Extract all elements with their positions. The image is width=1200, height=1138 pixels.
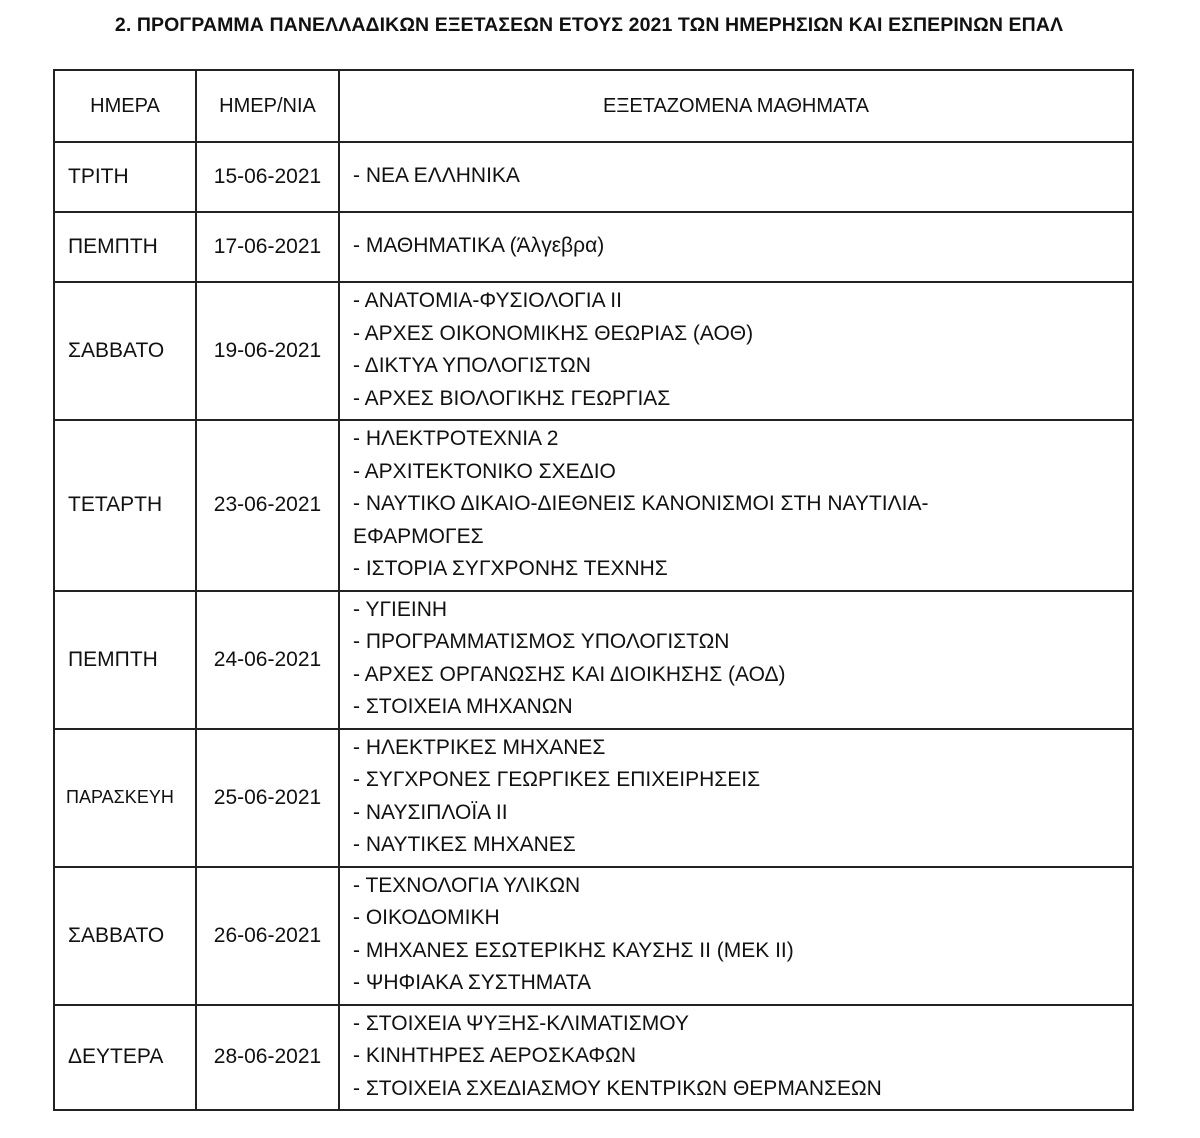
column-header-date: ΗΜΕΡ/ΝΙΑ (196, 70, 339, 142)
table-row (54, 142, 1133, 212)
subject-item: - ΝΑΥΤΙΚΕΣ ΜΗΧΑΝΕΣ (353, 833, 576, 856)
subjects-cell (339, 1005, 1133, 1111)
subject-item-continuation: ΕΦΑΡΜΟΓΕΣ (353, 524, 484, 548)
subject-item: - ΣΤΟΙΧΕΙΑ ΣΧΕΔΙΑΣΜΟΥ ΚΕΝΤΡΙΚΩΝ ΘΕΡΜΑΝΣΕΩΝ (353, 1076, 882, 1100)
date-cell: 25-06-2021 (196, 729, 339, 867)
subject-item: - ΝΑΥΤΙΚΟ ΔΙΚΑΙΟ-ΔΙΕΘΝΕΙΣ ΚΑΝΟΝΙΣΜΟΙ ΣΤΗ ΝΑΥΤΙΛΙΑ- (353, 492, 929, 515)
subject-item: - ΨΗΦΙΑΚΑ ΣΥΣΤΗΜΑΤΑ (353, 971, 592, 994)
table-row (54, 282, 1133, 420)
subject-item: - ΟΙΚΟΔΟΜΙΚΗ (353, 906, 500, 929)
subject-item: - ΜΑΘΗΜΑΤΙΚΑ (Άλγεβρα) (353, 233, 605, 257)
page-title: 2. ΠΡΟΓΡΑΜΜΑ ΠΑΝΕΛΛΑΔΙΚΩΝ ΕΞΕΤΑΣΕΩΝ ΕΤΟΥΣ 2021 ΤΩΝ ΗΜΕΡΗΣΙΩΝ ΚΑΙ ΕΣΠΕΡΙΝΩΝ ΕΠΑΛ (114, 14, 1064, 36)
day-cell: ΠΕΜΠΤΗ (54, 591, 196, 729)
subject-item: - ΣΤΟΙΧΕΙΑ ΜΗΧΑΝΩΝ (353, 695, 573, 718)
subjects-cell (339, 867, 1133, 1005)
subject-item: - ΚΙΝΗΤΗΡΕΣ ΑΕΡΟΣΚΑΦΩΝ (353, 1044, 637, 1067)
date-cell: 28-06-2021 (196, 1005, 339, 1111)
day-cell: ΤΡΙΤΗ (54, 142, 196, 212)
table-row (54, 420, 1133, 591)
subject-item: - ΗΛΕΚΤΡΟΤΕΧΝΙΑ 2 (353, 427, 559, 450)
column-header-day: ΗΜΕΡΑ (54, 70, 196, 142)
subject-item: - ΝΑΥΣΙΠΛΟΪΑ ΙΙ (353, 800, 508, 824)
table-row (54, 1005, 1133, 1111)
subjects-cell (339, 142, 1133, 212)
day-cell: ΠΑΡΑΣΚΕΥΗ (54, 729, 196, 867)
subjects-cell (339, 420, 1133, 591)
subject-item: - ΙΣΤΟΡΙΑ ΣΥΓΧΡΟΝΗΣ ΤΕΧΝΗΣ (353, 557, 668, 580)
subject-item: - ΝΕΑ ΕΛΛΗΝΙΚΑ (353, 163, 520, 187)
date-cell: 26-06-2021 (196, 867, 339, 1005)
day-cell: ΣΑΒΒΑΤΟ (54, 282, 196, 420)
subject-item: - ΑΡΧΕΣ ΒΙΟΛΟΓΙΚΗΣ ΓΕΩΡΓΙΑΣ (353, 386, 671, 410)
subject-item: - ΑΡΧΙΤΕΚΤΟΝΙΚΟ ΣΧΕΔΙΟ (353, 459, 616, 483)
exam-schedule-table (53, 69, 1134, 1111)
subjects-cell (339, 282, 1133, 420)
date-cell: 23-06-2021 (196, 420, 339, 591)
subject-item: - ΥΓΙΕΙΝΗ (353, 597, 448, 621)
table-row (54, 212, 1133, 282)
subjects-cell (339, 591, 1133, 729)
date-cell: 19-06-2021 (196, 282, 339, 420)
subject-item: - ΠΡΟΓΡΑΜΜΑΤΙΣΜΟΣ ΥΠΟΛΟΓΙΣΤΩΝ (353, 630, 730, 653)
subject-item: - ΑΡΧΕΣ ΟΡΓΑΝΩΣΗΣ ΚΑΙ ΔΙΟΙΚΗΣΗΣ (ΑΟΔ) (353, 662, 786, 686)
day-cell: ΠΕΜΠΤΗ (54, 212, 196, 282)
table-header-row (54, 70, 1133, 142)
subject-item: - ΑΡΧΕΣ ΟΙΚΟΝΟΜΙΚΗΣ ΘΕΩΡΙΑΣ (ΑΟΘ) (353, 321, 754, 345)
subject-item: - ΑΝΑΤΟΜΙΑ-ΦΥΣΙΟΛΟΓΙΑ ΙΙ (353, 289, 622, 312)
date-cell: 15-06-2021 (196, 142, 339, 212)
day-cell: ΤΕΤΑΡΤΗ (54, 420, 196, 591)
day-cell: ΣΑΒΒΑΤΟ (54, 867, 196, 1005)
subjects-cell (339, 729, 1133, 867)
date-cell: 24-06-2021 (196, 591, 339, 729)
day-cell: ΔΕΥΤΕΡΑ (54, 1005, 196, 1111)
subject-item: - ΣΥΓΧΡΟΝΕΣ ΓΕΩΡΓΙΚΕΣ ΕΠΙΧΕΙΡΗΣΕΙΣ (353, 768, 761, 791)
table-row (54, 729, 1133, 867)
table-row (54, 867, 1133, 1005)
column-header-subjects: ΕΞΕΤΑΖΟΜΕΝΑ ΜΑΘΗΜΑΤΑ (339, 70, 1133, 142)
subject-item: - ΜΗΧΑΝΕΣ ΕΣΩΤΕΡΙΚΗΣ ΚΑΥΣΗΣ ΙΙ (ΜΕΚ ΙΙ) (353, 938, 794, 962)
date-cell: 17-06-2021 (196, 212, 339, 282)
subject-item: - ΔΙΚΤΥΑ ΥΠΟΛΟΓΙΣΤΩΝ (353, 354, 591, 377)
subject-item: - ΤΕΧΝΟΛΟΓΙΑ ΥΛΙΚΩΝ (353, 873, 581, 897)
subjects-cell (339, 212, 1133, 282)
table-row (54, 591, 1133, 729)
subject-item: - ΣΤΟΙΧΕΙΑ ΨΥΞΗΣ-ΚΛΙΜΑΤΙΣΜΟΥ (353, 1011, 689, 1035)
subject-item: - ΗΛΕΚΤΡΙΚΕΣ ΜΗΧΑΝΕΣ (353, 735, 606, 759)
